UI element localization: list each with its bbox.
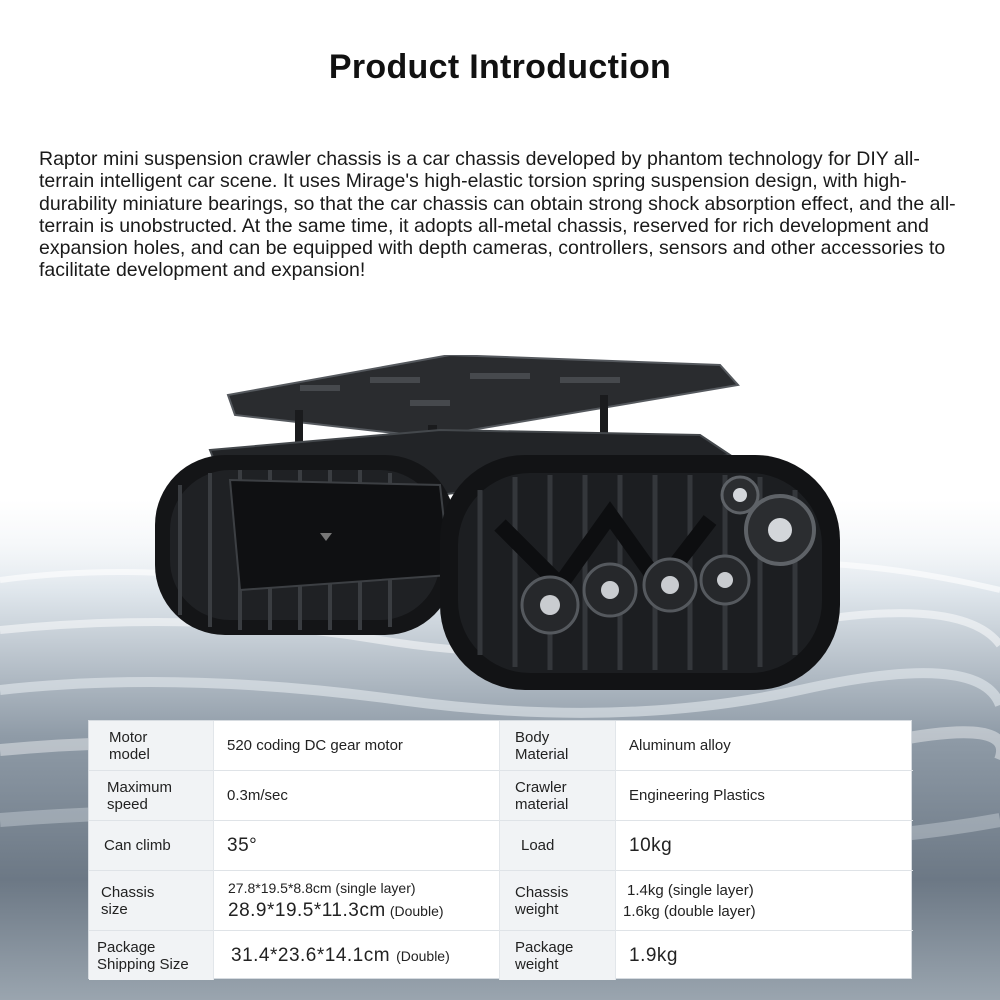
crawler-chassis-image	[140, 355, 850, 695]
spec-label: Chassis	[515, 883, 569, 901]
spec-label: Motor	[109, 728, 148, 746]
label-cell	[499, 931, 615, 980]
spec-label: speed	[107, 795, 148, 813]
spec-value: 520 coding DC gear motor	[227, 737, 403, 754]
spec-value: 1.6kg (double layer)	[623, 902, 756, 920]
spec-label: weight	[515, 955, 559, 973]
label-cell	[499, 721, 615, 770]
spec-label: Chassis	[101, 883, 155, 901]
spec-label: Can climb	[104, 837, 171, 854]
spec-label: Package	[515, 938, 574, 956]
label-cell	[89, 821, 213, 870]
spec-value: 1.4kg (single layer)	[627, 881, 754, 899]
value-cell	[615, 821, 913, 870]
spec-value: 31.4*23.6*14.1cm	[231, 944, 391, 966]
spec-value: 27.8*19.5*8.8cm (single layer)	[228, 879, 416, 896]
spec-label: Maximum	[107, 778, 173, 796]
value-cell	[213, 931, 499, 980]
spec-label: Load	[521, 837, 555, 854]
spec-value: 35°	[227, 834, 258, 856]
value-cell	[615, 871, 913, 930]
spec-value: 28.9*19.5*11.3cm	[228, 899, 386, 921]
spec-label: model	[109, 745, 150, 763]
spec-label: Package	[97, 938, 156, 956]
spec-value: 10kg	[629, 834, 673, 856]
value-cell	[213, 871, 499, 930]
label-cell	[499, 821, 615, 870]
column-divider	[499, 721, 500, 980]
value-cell	[615, 931, 913, 980]
value-cell	[213, 721, 499, 770]
label-cell	[89, 871, 213, 930]
spec-value-tag: (Double)	[389, 902, 444, 919]
value-cell	[615, 721, 913, 770]
column-divider	[213, 721, 214, 980]
value-cell	[615, 771, 913, 820]
value-cell	[213, 821, 499, 870]
label-cell	[499, 871, 615, 930]
intro-paragraph: Raptor mini suspension crawler chassis is a car chassis developed by phantom technology for DIY all-terrain intelligent car scene. It uses Mirage's high-elastic torsion spring suspension design, with high-durability miniature bearings, so that the car chassis can obtain strong shock absorption effect, and the all-terrain is unobstructed. At the same time, it adopts all-metal chassis, reserved for rich development and expansion holes, and can be equipped with depth cameras, controllers, sensors and other accessories to facilitate development and expansion!	[39, 148, 956, 282]
spec-label: material	[515, 795, 569, 813]
page-title: Product Introduction	[328, 48, 672, 86]
spec-value: Engineering Plastics	[629, 787, 765, 804]
label-cell	[499, 771, 615, 820]
spec-value: 1.9kg	[629, 944, 678, 966]
spec-value: 0.3m/sec	[227, 787, 288, 804]
spec-label: Body	[515, 728, 550, 746]
label-cell	[89, 931, 213, 980]
spec-value: Aluminum alloy	[629, 737, 731, 754]
spec-label: weight	[515, 900, 559, 918]
label-cell	[89, 771, 213, 820]
spec-label: Crawler	[515, 778, 567, 796]
column-divider	[615, 721, 616, 980]
spec-label: size	[101, 900, 128, 918]
value-cell	[213, 771, 499, 820]
spec-label: Shipping Size	[97, 955, 189, 973]
spec-value-tag: (Double)	[396, 947, 450, 964]
spec-label: Material	[515, 745, 569, 763]
label-cell	[89, 721, 213, 770]
spec-table	[88, 720, 912, 979]
